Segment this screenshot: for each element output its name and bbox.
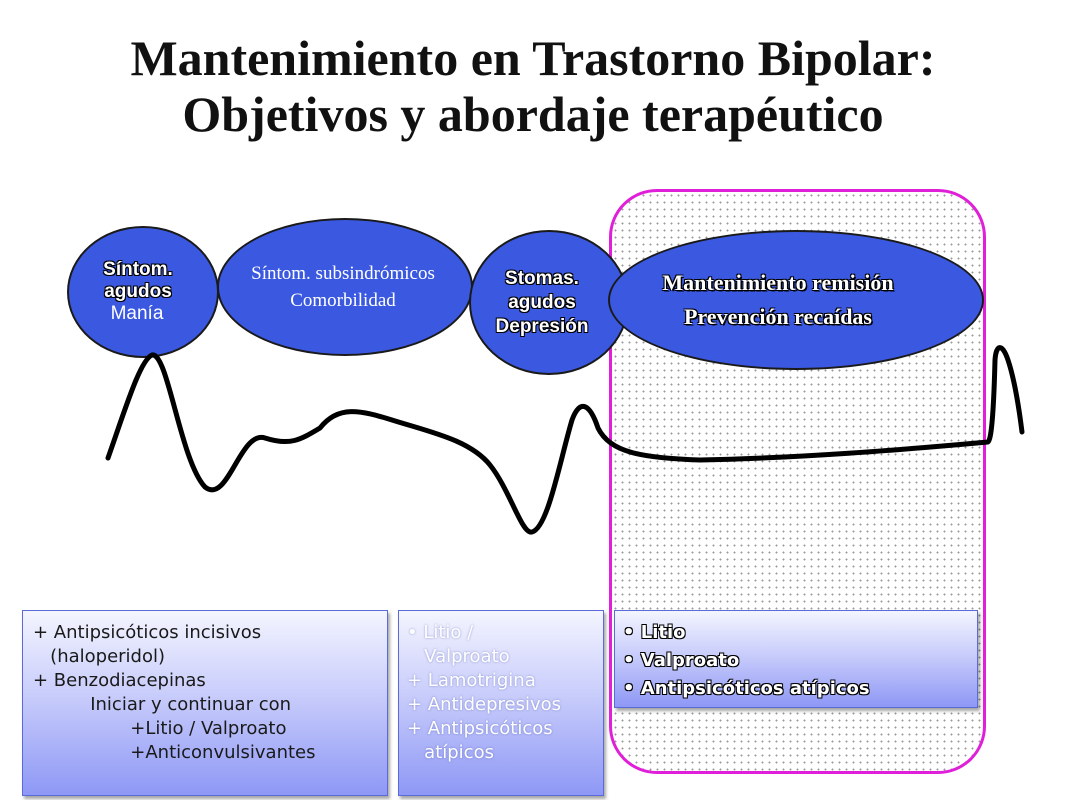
slide-title	[0, 30, 1066, 142]
subsyndromal-line1: Síntom. subsindrómicos	[251, 263, 435, 284]
acute-mania-treatment-box	[22, 610, 388, 796]
mania-treatment-line: Iniciar y continuar con	[33, 694, 292, 715]
acute-depression-ellipse	[469, 230, 629, 375]
mania-treatment-line: +Litio / Valproato	[33, 718, 287, 739]
subsyndromal-line2: Comorbilidad	[290, 290, 396, 311]
acute-mania-line3: Manía	[110, 303, 164, 324]
mania-treatment-line: (haloperidol)	[33, 646, 166, 667]
depression-treatment-line: • Litio /	[407, 622, 474, 643]
mania-treatment-line: + Benzodiacepinas	[33, 670, 206, 691]
acute-mania-line2: agudos	[104, 281, 172, 302]
acute-depression-line1: Stomas.	[505, 267, 579, 289]
acute-depression-line3: Depresión	[495, 315, 589, 337]
depression-treatment-line: + Antidepresivos	[407, 694, 562, 715]
maintenance-line2: Prevención recaídas	[684, 304, 872, 329]
depression-treatment-line: Valproato	[407, 646, 510, 667]
acute-depression-line2: agudos	[508, 291, 576, 313]
subsyndromal-ellipse	[217, 218, 473, 356]
maintenance-treatment-line: • Valproato	[623, 650, 740, 671]
mania-treatment-line: +Anticonvulsivantes	[33, 742, 316, 763]
title-line-2: Objetivos y abordaje terapéutico	[182, 86, 884, 142]
depression-treatment-line: + Antipsicóticos	[407, 718, 553, 739]
depression-treatment-line: + Lamotrigina	[407, 670, 536, 691]
acute-mania-ellipse	[67, 226, 219, 358]
maintenance-treatment-box	[614, 610, 978, 708]
maintenance-line1: Mantenimiento remisión	[662, 270, 894, 295]
maintenance-ellipse	[608, 230, 984, 370]
maintenance-treatment-line: • Antipsicóticos atípicos	[623, 678, 870, 699]
title-line-1: Mantenimiento en Trastorno Bipolar:	[130, 30, 936, 86]
acute-depression-treatment-box	[398, 610, 604, 796]
acute-mania-line1: Síntom.	[103, 259, 173, 280]
depression-treatment-line: atípicos	[407, 742, 494, 763]
maintenance-treatment-line: • Litio	[623, 622, 686, 643]
mania-treatment-line: + Antipsicóticos incisivos	[33, 622, 262, 643]
